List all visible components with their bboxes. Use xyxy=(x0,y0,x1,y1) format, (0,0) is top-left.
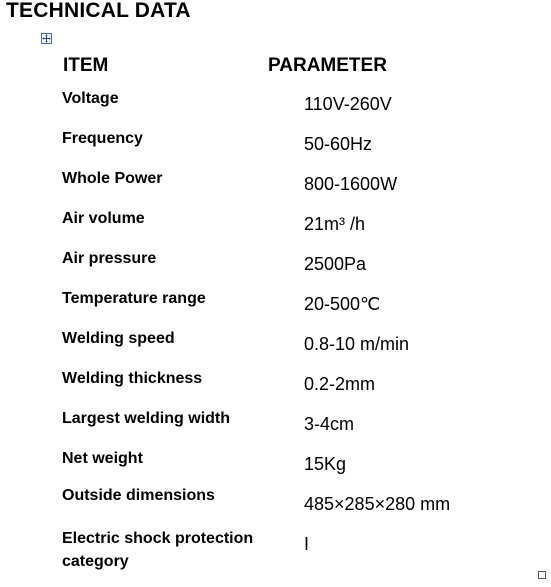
parameter-value: 800-1600W xyxy=(304,174,398,194)
column-header-item: ITEM xyxy=(63,55,109,76)
item-label: Air pressure xyxy=(62,250,157,267)
item-label: Net weight xyxy=(62,450,143,467)
item-label: Air volume xyxy=(62,210,145,227)
item-label: Largest welding width xyxy=(62,410,231,427)
parameter-value: 485×285×280 mm xyxy=(304,494,451,514)
parameter-value: 21m³ /h xyxy=(304,214,366,234)
parameter-value: 3-4cm xyxy=(304,414,355,434)
item-label: Welding thickness xyxy=(62,370,203,387)
parameter-value: 0.2-2mm xyxy=(304,374,376,394)
item-label: Outside dimensions xyxy=(62,487,215,504)
item-label: Voltage xyxy=(62,90,119,107)
item-label: Frequency xyxy=(62,130,143,147)
parameter-value: 50-60Hz xyxy=(304,134,373,154)
item-label: Whole Power xyxy=(62,170,163,187)
column-header-parameter: PARAMETER xyxy=(268,55,387,76)
parameter-value: I xyxy=(304,534,310,554)
item-label: Temperature range xyxy=(62,290,206,307)
table-move-handle-icon[interactable] xyxy=(41,33,52,44)
item-label: Electric shock protection category xyxy=(62,530,254,570)
item-label: Welding speed xyxy=(62,330,175,347)
table-resize-handle-icon[interactable] xyxy=(538,571,546,579)
parameter-value: 20-500℃ xyxy=(304,294,381,314)
parameter-value: 110V-260V xyxy=(304,94,392,114)
page-title: TECHNICAL DATA xyxy=(6,0,191,22)
parameter-value: 2500Pa xyxy=(304,254,367,274)
parameter-value: 0.8-10 m/min xyxy=(304,334,410,354)
parameter-value: 15Kg xyxy=(304,454,347,474)
